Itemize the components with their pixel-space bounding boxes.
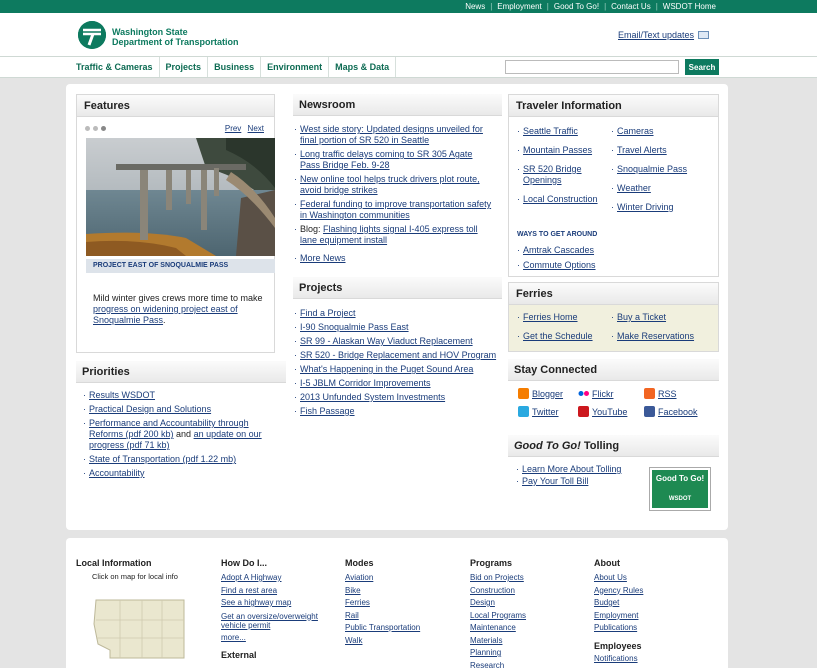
footer-link[interactable]: Publications [594,623,638,632]
footer-link[interactable]: Construction [470,585,515,595]
ferries-body [509,305,718,351]
traveler-link-commute-options[interactable]: Commute Options [523,260,596,270]
footer-local-info [76,558,206,581]
list-item [293,253,493,264]
list-item [610,312,694,323]
list-item [610,183,715,194]
news-link[interactable]: Federal funding to improve transportation safety in Washington communities [300,199,492,220]
list-item [293,308,503,319]
footer-heading: Programs [470,558,513,568]
tolling-link-pay-bill[interactable]: Pay Your Toll Bill [522,476,589,486]
traveler-link-mountain-passes[interactable]: Mountain Passes [523,145,593,155]
facebook-icon [644,406,655,417]
washington-map[interactable] [90,594,190,664]
priority-link-state-of-transportation[interactable]: State of Transportation (pdf 1.22 mb) [89,454,237,464]
footer-modes [345,558,455,647]
slider-prev-link[interactable]: Prev [224,124,242,133]
separator: | [604,2,607,11]
newsroom-title: Newsroom [293,94,502,116]
utility-link-news[interactable]: News [465,2,486,11]
list-item [610,126,715,137]
ferries-links-col1 [516,312,593,350]
org-name-line2: Department of Transportation [112,37,239,47]
list-item [82,390,282,401]
list-item [516,312,593,323]
flickr-icon [578,388,589,399]
list-item [610,164,715,175]
list-item [82,468,282,479]
good-to-go-badge-text: Good To Go! [655,474,705,483]
list-item [82,454,282,465]
list-item [293,392,503,403]
social-label: YouTube [592,406,628,417]
traveler-info-panel [508,94,719,277]
traveler-link-sr520-openings[interactable]: SR 520 Bridge Openings [523,164,582,185]
list-item [293,199,493,221]
priority-link-progress-pdf[interactable]: an update on our progress (pdf 71 kb) [89,429,262,450]
separator: | [490,2,493,11]
utility-link-employment[interactable]: Employment [497,2,542,11]
list-item [516,164,606,186]
project-link[interactable]: I-90 Snoqualmie Pass East [300,322,409,332]
social-label: Blogger [532,388,564,399]
wsdot-logo-icon[interactable] [78,21,106,49]
footer-heading: Modes [345,558,374,568]
social-link-youtube[interactable] [578,406,627,417]
search-button[interactable]: Search [685,59,719,75]
social-link-twitter[interactable] [518,406,559,417]
list-item [293,336,503,347]
slider-dot[interactable] [93,126,98,131]
tolling-links [515,464,655,490]
priorities-list [82,390,282,482]
list-item [516,245,636,256]
priorities-title: Priorities [76,361,286,383]
blog-prefix: Blog: [300,224,324,234]
footer-link[interactable]: Materials [470,635,503,645]
footer-how-do-i [221,558,336,664]
list-item [610,331,694,342]
feature-story-link[interactable]: progress on widening project east of Snoqualmie Pass [93,304,238,325]
tolling-title [508,435,719,457]
site-logo-text[interactable] [112,27,239,47]
footer-link[interactable]: Public Transportation [345,623,421,632]
ferries-links-col2 [610,312,694,350]
social-label: Twitter [532,406,559,417]
slider-next-link[interactable]: Next [247,124,264,133]
social-label: Facebook [658,406,698,417]
traveler-info-title: Traveler Information [509,95,718,117]
ferries-title: Ferries [509,283,718,305]
footer-link-more[interactable]: more... [221,632,246,642]
traveler-link-winter-driving[interactable]: Winter Driving [617,202,674,212]
project-link[interactable]: SR 520 - Bridge Replacement and HOV Program [300,350,497,360]
footer-link[interactable]: Design [470,598,495,607]
ferries-link-schedule[interactable]: Get the Schedule [523,331,593,341]
site-header [0,13,817,56]
footer-link[interactable]: Ferries [345,598,370,607]
traveler-link-snoqualmie-pass[interactable]: Snoqualmie Pass [617,164,688,174]
footer-heading: External [221,650,257,660]
email-updates-label: Email/Text updates [618,30,695,40]
feature-photo[interactable] [86,138,275,256]
project-link[interactable]: What's Happening in the Puget Sound Area [300,364,474,374]
org-name-line1: Washington State [112,27,188,37]
blog-link[interactable]: Flashing lights signal I-405 express toll lane equipment install [300,224,478,245]
news-link[interactable]: New online tool helps truck drivers plot route, avoid bridge strikes [300,174,480,195]
footer-link[interactable]: See a highway map [221,598,292,607]
list-item [516,145,606,156]
slider-dot[interactable] [85,126,90,131]
separator: | [655,2,658,11]
footer-heading: Local Information [76,558,152,568]
news-link[interactable]: Long traffic delays coming to SR 305 Agate Pass Bridge Feb. 9-28 [300,149,473,170]
list-item [515,464,655,475]
footer-link[interactable]: Aviation [345,573,374,582]
email-updates-link[interactable] [618,30,709,40]
footer-link[interactable]: Agency Rules [594,585,644,595]
priority-link-accountability[interactable]: Accountability [89,468,145,478]
utility-link-wsdot-home[interactable]: WSDOT Home [662,2,716,11]
priority-link-reforms-pdf[interactable]: Performance and Accountability through Reforms (pdf 200 kb) [89,418,249,439]
blogger-icon [518,388,529,399]
list-item [82,404,282,415]
footer-link[interactable]: Maintenance [470,623,516,632]
list-item [610,202,715,213]
project-link[interactable]: Find a Project [300,308,356,318]
list-item [516,260,636,271]
projects-title: Projects [293,277,502,299]
list-item [293,174,493,196]
list-item [293,406,503,417]
footer-link[interactable]: About Us [594,573,627,582]
search-input[interactable] [505,60,679,74]
site-footer [66,538,728,668]
features-panel [76,94,275,353]
stay-connected-title: Stay Connected [508,359,719,381]
more-news-link[interactable]: More News [300,253,346,263]
footer-link[interactable]: Get an oversize/overweight vehicle permit [221,611,318,630]
slider-dot-active[interactable] [101,126,106,131]
utility-link-contact-us[interactable]: Contact Us [611,2,651,11]
envelope-icon [698,31,709,39]
list-item [293,364,503,375]
footer-link[interactable]: Research [470,660,505,668]
footer-link[interactable]: Local Programs [470,610,527,620]
footer-link[interactable]: Bid on Projects [470,573,524,582]
footer-heading: About [594,558,620,568]
list-item [516,126,606,137]
slider-dots [85,126,106,131]
footer-link[interactable]: Adopt A Highway [221,573,282,582]
footer-about [594,558,714,665]
list-item [516,194,606,205]
social-link-facebook[interactable] [644,406,698,417]
slider-nav [221,124,264,133]
footer-link[interactable]: Budget [594,598,620,607]
footer-link[interactable]: Planning [470,648,502,657]
nav-tab-business[interactable]: Business [208,57,261,77]
social-link-flickr[interactable] [578,388,614,399]
footer-heading: How Do I... [221,558,267,568]
footer-link[interactable]: Walk [345,635,363,645]
traveler-link-local-construction[interactable]: Local Construction [523,194,598,204]
priority-and-text: and [173,429,194,439]
priority-link-results-wsdot[interactable]: Results WSDOT [89,390,156,400]
traveler-links-col1 [516,126,606,213]
list-item [293,149,493,171]
footer-local-subtitle: Click on map for local info [92,572,178,581]
list-item [293,224,493,246]
projects-list [293,308,503,420]
tolling-title-brand: Good To Go! [514,440,581,452]
list-item [293,378,503,389]
list-item [610,145,715,156]
feature-text-prefix: Mild winter gives crews more time to make [93,293,263,303]
traveler-link-cameras[interactable]: Cameras [617,126,654,136]
features-title: Features [77,95,274,117]
list-item [293,124,493,146]
project-link[interactable]: 2013 Unfunded System Investments [300,392,446,402]
utility-bar [0,0,817,13]
ferries-link-reservations[interactable]: Make Reservations [617,331,695,341]
youtube-icon [578,406,589,417]
separator: | [546,2,549,11]
footer-link[interactable]: Employment [594,610,639,620]
traveler-link-amtrak-cascades[interactable]: Amtrak Cascades [523,245,595,255]
nav-tab-projects[interactable]: Projects [160,57,209,77]
traveler-link-seattle-traffic[interactable]: Seattle Traffic [523,126,578,136]
main-content [66,84,728,530]
news-list [293,124,493,267]
tolling-title-rest: Tolling [580,440,620,452]
list-item [293,322,503,333]
nav-tab-maps-data[interactable]: Maps & Data [329,57,396,77]
list-item [293,350,503,361]
good-to-go-badge[interactable] [650,468,710,510]
utility-link-good-to-go[interactable]: Good To Go! [553,2,600,11]
list-item [516,331,593,342]
nav-tab-traffic-cameras[interactable]: Traffic & Cameras [70,57,160,77]
social-link-rss[interactable] [644,388,677,399]
main-nav [0,56,817,78]
social-label: RSS [658,388,677,399]
footer-link[interactable]: Rail [345,610,359,620]
footer-link[interactable]: Find a rest area [221,585,278,595]
social-link-blogger[interactable] [518,388,563,399]
list-item [82,418,282,451]
social-label: Flickr [592,388,614,399]
footer-programs [470,558,580,668]
good-to-go-badge-sub: WSDOT [668,496,692,502]
project-link[interactable]: I-5 JBLM Corridor Improvements [300,378,431,388]
ferries-link-buy-ticket[interactable]: Buy a Ticket [617,312,667,322]
footer-link[interactable]: Bike [345,585,361,595]
feature-caption: PROJECT EAST OF SNOQUALMIE PASS [86,259,275,273]
nav-tab-environment[interactable]: Environment [261,57,329,77]
traveler-links-col2 [610,126,715,221]
feature-description [93,293,273,326]
feature-text-suffix: . [163,315,166,325]
traveler-link-travel-alerts[interactable]: Travel Alerts [617,145,667,155]
ways-to-get-around-links [516,245,636,279]
footer-heading: Employees [594,640,642,651]
traveler-link-weather[interactable]: Weather [617,183,651,193]
ferries-link-home[interactable]: Ferries Home [523,312,578,322]
project-link[interactable]: SR 99 - Alaskan Way Viaduct Replacement [300,336,473,346]
footer-link[interactable]: Notifications [594,653,638,663]
list-item [515,476,655,487]
ferries-panel [508,282,719,352]
priority-link-practical-design[interactable]: Practical Design and Solutions [89,404,212,414]
news-link[interactable]: West side story: Updated designs unveiled for final portion of SR 520 in Seattle [300,124,483,145]
rss-icon [644,388,655,399]
tolling-link-learn-more[interactable]: Learn More About Tolling [522,464,622,474]
ways-to-get-around-label: WAYS TO GET AROUND [517,231,598,238]
project-link[interactable]: Fish Passage [300,406,355,416]
twitter-icon [518,406,529,417]
